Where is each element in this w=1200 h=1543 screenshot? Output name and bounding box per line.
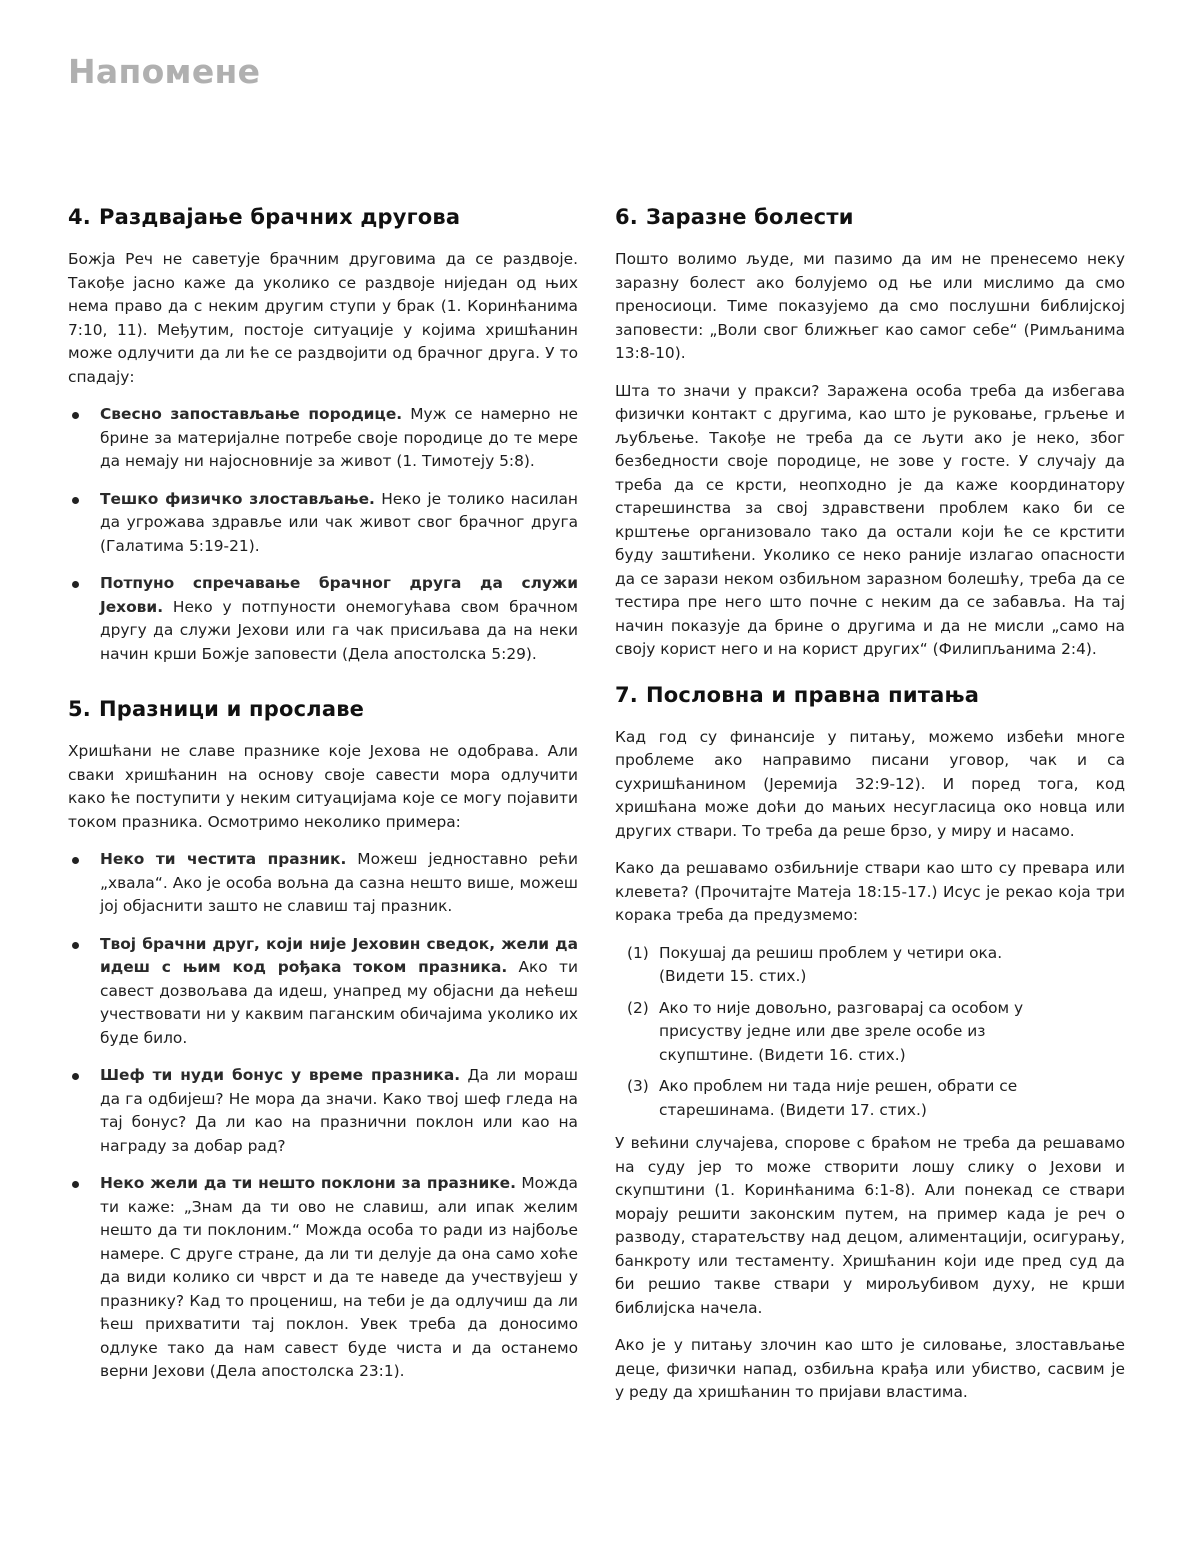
bullet-lead: Твој брачни друг, који није Јеховин сведок, жели да идеш с њим код рођака током празника. bbox=[100, 934, 578, 976]
paragraph: Хришћани не славе празнике које Јехова не одобрава. Али сваки хришћанин на основу своје савести мора одлучити како ће поступити у неким ситуацијама које се могу појавити током празника. Осмотримо неколико примера: bbox=[68, 742, 578, 831]
list-item bbox=[100, 848, 578, 919]
page-title: Напомене bbox=[68, 52, 261, 91]
list-item bbox=[100, 403, 578, 474]
section-number: 6. bbox=[615, 205, 638, 229]
section-separation bbox=[68, 202, 578, 666]
paragraph: Шта то значи у пракси? Заражена особа треба да избегава физички контакт с другима, као што је руковање, грљење и љубљење. Такође не треба да се љути ако је неко, због безбедности своје породице, не зове у госте. У случају да треба да се крсти, неопходно је да каже координатору старешинства за свој здравствени проблем како би се крштење организовало тако да остали који ће се крстити буду заштићени. Уколико се неко раније излагао опасности да се зарази неком озбиљном заразном болешћу, треба да се тестира пре него што почне с неким да се забавља. На тај начин показује да брине о другима и да не мисли „само на своју корист него и на корист других“ (Филипљанима 2:4). bbox=[615, 381, 1125, 658]
section-title: Раздвајање брачних другова bbox=[99, 205, 461, 229]
step-item bbox=[627, 997, 1027, 1068]
list-item bbox=[100, 572, 578, 666]
bullet-lead: Неко жели да ти нешто поклони за празнике. bbox=[100, 1174, 516, 1192]
section-business-legal bbox=[615, 680, 1125, 1405]
step-item bbox=[627, 942, 1027, 989]
paragraph: Пошто волимо људе, ми пазимо да им не пренесемо неку заразну болест ако болујемо од ње или мислимо да смо преносиоци. Тиме показујемо да смо послушни библијској заповести: „Воли свог ближњег као самог себе“ (Римљанима 13:8-10). bbox=[615, 250, 1125, 362]
paragraph: Божја Реч не саветује брачним друговима да се раздвоје. Такође јасно каже да уколико се раздвоје ниједан од њих нема право да с неким другим ступи у брак (1. Коринћанима 7:10, 11). Међутим, постоје ситуације у којима хришћанин може одлучити да ли ће се раздвојити од брачног друга. У то спадају: bbox=[68, 250, 578, 386]
steps-list bbox=[615, 942, 1125, 1123]
step-text: Покушај да решиш проблем у четири ока. (Видети 15. стих.) bbox=[659, 943, 1003, 985]
bullet-text: Можда ти каже: „Знам да ти ово не славиш, али ипак желим нешто да ти поклоним.“ Можда особа то ради из најбоље намере. С друге стране, да ли ти делује да она само хоће да види колико си чврст и да те наведе да учествујеш у празнику? Кад то процениш, на теби је да одлучиш да ли ћеш прихватити тај поклон. Увек треба да доносимо одлуке тако да нам савест буде чиста и да останемо верни Јехови (Дела апостолска 23:1). bbox=[100, 1174, 578, 1380]
section-heading bbox=[615, 202, 1125, 232]
step-text: Ако то није довољно, разговарај са особом у присуству једне или две зреле особе из скупштине. (Видети 16. стих.) bbox=[659, 998, 1024, 1064]
section-title: Заразне болести bbox=[646, 205, 854, 229]
section-title: Празници и прославе bbox=[99, 697, 365, 721]
paragraph: У већини случајева, спорове с браћом не треба да решавамо на суду јер то може створити лошу слику о Јехови и скупштини (1. Коринћанима 6:1-8). Али понекад се ствари морају решити законским путем, на пример када је реч о разводу, старатељству над децом, алиментацији, осигурању, банкроту или тестаменту. Хришћанин који иде пред суд да би решио такве ствари у мирољубивом духу, не крши библијска начела. bbox=[615, 1134, 1125, 1317]
section-heading bbox=[68, 694, 578, 724]
section-number: 7. bbox=[615, 682, 638, 707]
bullet-list bbox=[68, 403, 578, 666]
bullet-list bbox=[68, 848, 578, 1384]
right-column bbox=[615, 202, 1125, 1419]
list-item bbox=[100, 1172, 578, 1384]
section-heading bbox=[615, 680, 1125, 710]
step-text: Ако проблем ни тада није решен, обрати се старешинама. (Видети 17. стих.) bbox=[659, 1077, 1018, 1119]
bullet-text: Можеш једноставно рећи „хвала“. Ако је особа вољна да сазна нешто више, можеш јој објаснити зашто не славиш тај празник. bbox=[100, 850, 578, 915]
left-column bbox=[68, 202, 578, 1398]
bullet-text: Неко у потпуности онемогућава свом брачном другу да служи Јехови или га чак присиљава да на неки начин крши Божје заповести (Дела апостолска 5:29). bbox=[100, 597, 578, 663]
section-holidays bbox=[68, 694, 578, 1384]
step-item bbox=[627, 1075, 1027, 1122]
bullet-text: Да ли мораш да га одбијеш? Не мора да значи. Како твој шеф гледа на тај бонус? Да ли као на празнични поклон или као на награду за добар рад? bbox=[100, 1066, 578, 1155]
paragraph: Ако је у питању злочин као што је силовање, злостављање деце, физички напад, озбиљна крађа или убиство, сасвим је у реду да хришћанин то пријави властима. bbox=[615, 1336, 1125, 1401]
bullet-lead: Шеф ти нуди бонус у време празника. bbox=[100, 1066, 461, 1084]
step-number: (2) bbox=[627, 998, 649, 1017]
bullet-lead: Потпуно спречавање брачног друга да служи Јехови. bbox=[100, 574, 578, 616]
section-diseases bbox=[615, 202, 1125, 662]
bullet-text: Ако ти савест дозвољава да идеш, унапред му објасни да нећеш учествовати ни у каквим паганским обичајима уколико их буде било. bbox=[100, 958, 578, 1047]
list-item bbox=[100, 1064, 578, 1158]
section-title: Пословна и правна питања bbox=[646, 682, 980, 707]
section-number: 4. bbox=[68, 205, 91, 229]
bullet-lead: Неко ти честита празник. bbox=[100, 850, 347, 868]
section-number: 5. bbox=[68, 697, 91, 721]
list-item bbox=[100, 488, 578, 559]
paragraph: Како да решавамо озбиљније ствари као што су превара или клевета? (Прочитајте Матеја 18:15-17.) Исус је рекао која три корака треба да предузмемо: bbox=[615, 859, 1125, 924]
step-number: (3) bbox=[627, 1077, 649, 1095]
bullet-text: Муж се намерно не брине за материјалне потребе своје породице до те мере да немају ни најосновније за живот (1. Тимотеју 5:8). bbox=[100, 405, 578, 470]
bullet-text: Неко је толико насилан да угрожава здравље или чак живот свог брачног друга (Галатима 5:19-21). bbox=[100, 489, 578, 555]
section-heading bbox=[68, 202, 578, 232]
bullet-lead: Свесно запостављање породице. bbox=[100, 405, 403, 423]
step-number: (1) bbox=[627, 943, 649, 962]
paragraph: Кад год су финансије у питању, можемо избећи многе проблеме ако направимо писани уговор, чак и са сухришћанином (Јеремија 32:9-12). И поред тога, код хришћана може доћи до мањих несугласица око новца или других ствари. То треба да реше брзо, у миру и насамо. bbox=[615, 727, 1125, 840]
bullet-lead: Тешко физичко злостављање. bbox=[100, 489, 375, 508]
list-item bbox=[100, 933, 578, 1051]
